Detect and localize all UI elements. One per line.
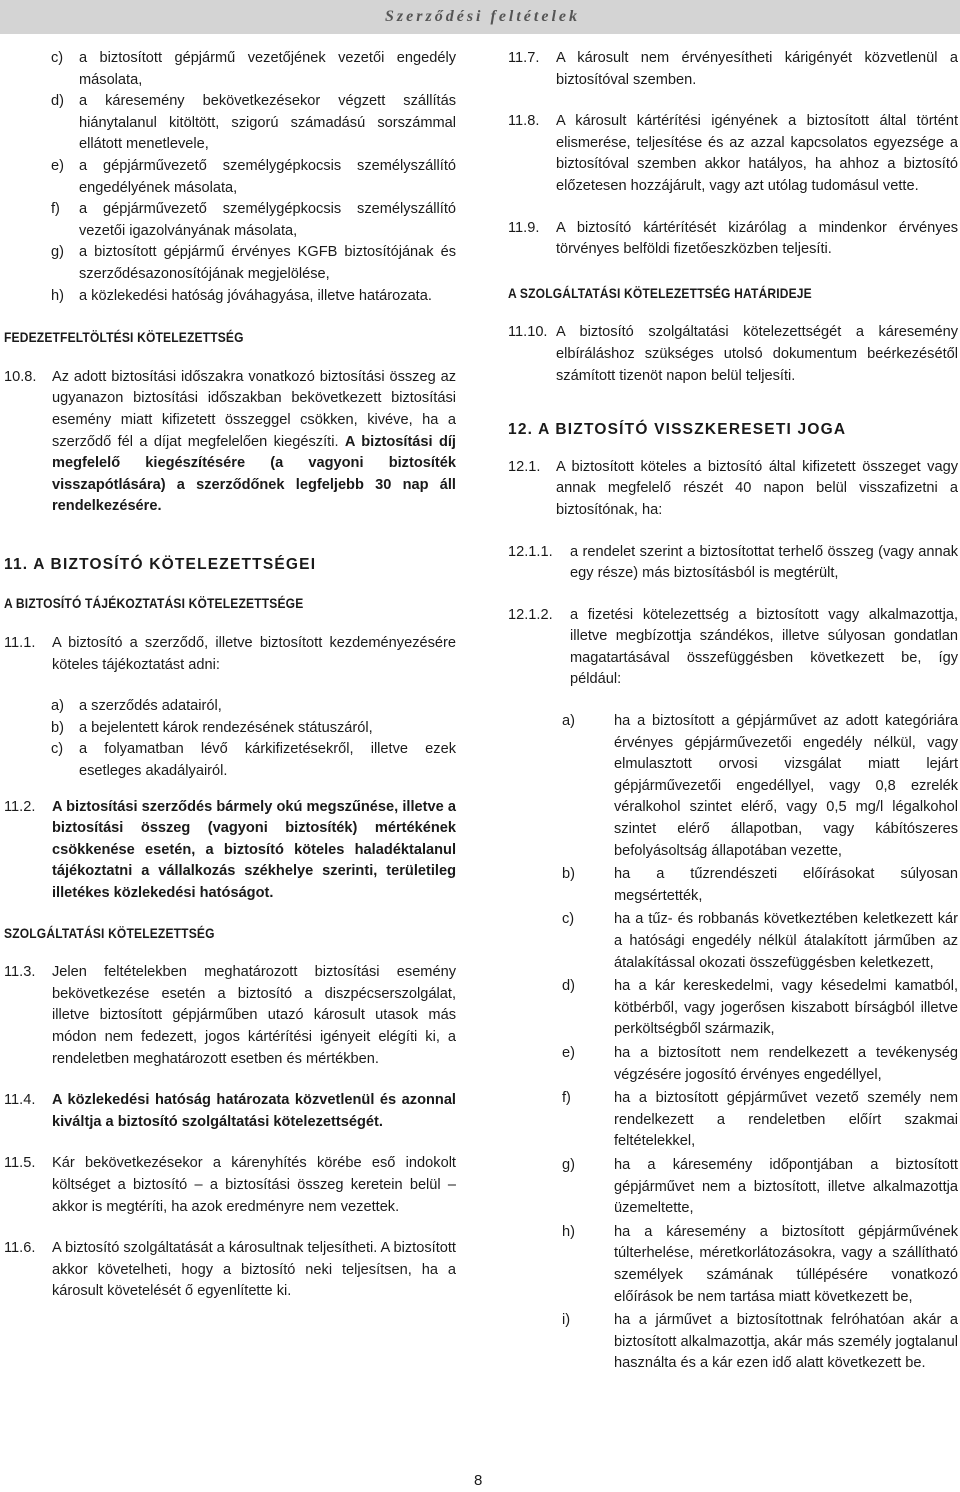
paragraph-11-10: 11.10. A biztosító szolgáltatási kötelezettségét a káresemény elbíráláshoz szükséges utolsó dokumentum beérkezésétől számított tizenöt napon belül teljesíti. (508, 324, 958, 384)
chapter-heading-11: 11. A BIZTOSÍTÓ KÖTELEZETTSÉGEI (4, 555, 317, 573)
section-heading-hatarido: A SZOLGÁLTATÁSI KÖTELEZETTSÉG HATÁRIDEJE (508, 284, 812, 301)
right-column (508, 48, 958, 1375)
section-heading-szolgaltatasi: SZOLGÁLTATÁSI KÖTELEZETTSÉG (4, 924, 215, 941)
list-item: d) ha a kár kereskedelmi, vagy késedelmi kamatból, kötbérből, vagy jogerősen kiszabott bírságból illetve perköltségből származik, (562, 978, 958, 1038)
paragraph-11-1: 11.1. A biztosító a szerződő, illetve biztosított kezdeményezésére köteles tájékoztatást adni: (4, 635, 456, 673)
list-item: e) ha a biztosított nem rendelkezett a tevékenység végzésére jogosító érvényes engedéllyel, (562, 1044, 958, 1083)
list-item: a) a szerződés adatairól, (51, 698, 222, 715)
list-item: a) ha a biztosított a gépjárművet az adott kategóriára érvényes gépjárművezetői engedély nélkül, vagy elmulasztott orvosi vizsgálat miatt lejárt gépjárművezetői engedéllyel, vagy 0,8 ezrelék véralkohol szintet elérő, vagy 0,5 mg/l légalkohol szintet elérő állapotban, vagy kábítószeres befolyásoltság állapotában vezette, (562, 713, 958, 859)
paragraph-11-5: 11.5. Kár bekövetkezésekor a kárenyhítés körébe eső indokolt költséget a biztosító – a biztosítási összeg keretein belül – akkor is megtéríti, ha azok eredményre nem vezettek. (4, 1155, 456, 1215)
list-item: g) a biztosított gépjármű érvényes KGFB biztosítójának és szerződésazonosítójának megjelölése, (51, 244, 456, 282)
list-item: d) a káresemény bekövetkezésekor végzett szállítás hiánytalanul kitöltött, szigorú számadású sorszámmal ellátott menetlevele, (51, 93, 456, 153)
paragraph-10-8: 10.8. Az adott biztosítási időszakra vonatkozó biztosítási összeg az ugyanazon biztosítási időszakban bekövetkezett biztosítási esemény miatt kifizetett összeggel csökken, kivéve, ha a szerződő fél a díjat megfelelően kiegészíti. A biztosítási díj megfelelő kiegészítésére (a vagyoni biztosíték visszapótlására) a szerződőnek legfeljebb 30 nap áll rendelkezésére. (4, 368, 456, 515)
page-number: 8 (474, 1472, 483, 1489)
section-heading-tajekoztatasi: A BIZTOSÍTÓ TÁJÉKOZTATÁSI KÖTELEZETTSÉGE (4, 595, 304, 612)
list-item: i) ha a járművet a biztosítottnak felróhatóan akár a biztosított alkalmazottja, akár más személy jogtalanul használta és a kár ezen idő alatt következett be. (562, 1312, 958, 1372)
paragraph-11-3: 11.3. Jelen feltételekben meghatározott biztosítási esemény bekövetkezése esetén a biztosító a diszpécserszolgálat, illetve biztosított gépjárműben utazó károsult utasok más módon nem fedezett, jogos kártérítési igényeit elégíti ki, a rendeletben meghatározott esetben és mértékben. (4, 964, 456, 1067)
list-item: b) a bejelentett károk rendezésének státuszáról, (51, 719, 373, 736)
list-item: e) a gépjárművezető személygépkocsis személyszállító engedélyének másolata, (51, 157, 456, 196)
list-c-h (4, 48, 456, 307)
section-heading-fedezet: FEDEZETFELTÖLTÉSI KÖTELEZETTSÉG (4, 329, 244, 346)
list-item: h) a közlekedési hatóság jóváhagyása, illetve határozata. (51, 287, 432, 304)
list-item: c) a folyamatban lévő kárkifizetésekről, illetve ezek esetleges akadályairól. (51, 741, 456, 780)
paragraph-11-8: 11.8. A károsult kártérítési igényének a biztosított által történt elismerése, teljesítése és az azzal kapcsolatos egyezsége a biztosítóval szemben akkor hatályos, ha ahhoz a biztosító előzetesen hozzájárult, vagy azt utólag tudomásul vette. (508, 113, 958, 194)
paragraph-12-1-2: 12.1.2. a fizetési kötelezettség a biztosított vagy alkalmazottja, illetve megbízottja szándékos, illetve súlyosan gondatlan magatartásával összefüggésben következett be, így például: (508, 606, 958, 688)
list-item: b) ha a tűzrendészeti előírásokat súlyosan megsértették, (562, 866, 958, 904)
paragraph-11-7: 11.7. A károsult nem érvényesítheti kárigényét közvetlenül a biztosítóval szemben. (508, 50, 958, 88)
running-header-title: Szerződési feltételek (385, 8, 580, 25)
paragraph-12-1-1: 12.1.1. a rendelet szerint a biztosítottat terhelő összeg (vagy annak egy része) más biztosításból is megtérült, (508, 543, 958, 582)
list-11-1 (4, 696, 456, 782)
paragraph-11-9: 11.9. A biztosító kártérítését kizárólag a mindenkor érvényes törvényes belföldi fizetőeszközben teljesíti. (508, 219, 958, 258)
left-column (4, 48, 456, 1303)
list-12 (508, 711, 958, 1375)
list-item: c) ha a tűz- és robbanás következtében keletkezett kár a hatósági engedély nélkül átalakított járműben az átalakítással okozati összefüggésben keletkezett, (562, 911, 958, 971)
list-item: f) ha a biztosított gépjárművet vezető személy nem rendelkezett a rendeletben előírt szakmai feltételekkel, (562, 1090, 958, 1150)
chapter-heading-12: 12. A BIZTOSÍTÓ VISSZKERESETI JOGA (508, 421, 847, 439)
paragraph-11-6: 11.6. A biztosító szolgáltatását a károsultnak teljesítheti. A biztosított akkor követelheti, hogy a biztosító neki teljesítsen, ha a károsult követelését ő egyenlítette ki. (4, 1240, 456, 1300)
paragraph-12-1: 12.1. A biztosított köteles a biztosító által kifizetett összeget vagy annak megfelelő részét 40 napon belül visszafizetni a biztosítónak, ha: (508, 458, 958, 518)
paragraph-11-2: 11.2. A biztosítási szerződés bármely okú megszűnése, illetve a biztosítási összeg (vagyoni biztosíték) mértékének csökkenése esetén, a biztosító köteles haladéktalanul tájékoztatni a vállalkozás székhelye szerinti, területileg illetékes közlekedési hatóságot. (4, 798, 456, 901)
list-item: h) ha a káresemény a biztosított gépjárművének túlterhelése, méretkorlátozásokra, vagy a szállítható személyek számának túllépésére vonatkozó előírások be nem tartása miatt következett be, (562, 1223, 958, 1305)
paragraph-11-4: 11.4. A közlekedési hatóság határozata közvetlenül és azonnal kiváltja a biztosító szolgáltatási kötelezettségét. (4, 1092, 456, 1130)
list-item: c) a biztosított gépjármű vezetőjének vezetői engedély másolata, (51, 50, 456, 88)
list-item: f) a gépjárművezető személygépkocsis személyszállító vezetői igazolványának másolata, (51, 201, 456, 239)
list-item: g) ha a káresemény időpontjában a biztosított gépjárművet nem a biztosított, illetve alkalmazottja üzemeltette, (562, 1156, 958, 1217)
